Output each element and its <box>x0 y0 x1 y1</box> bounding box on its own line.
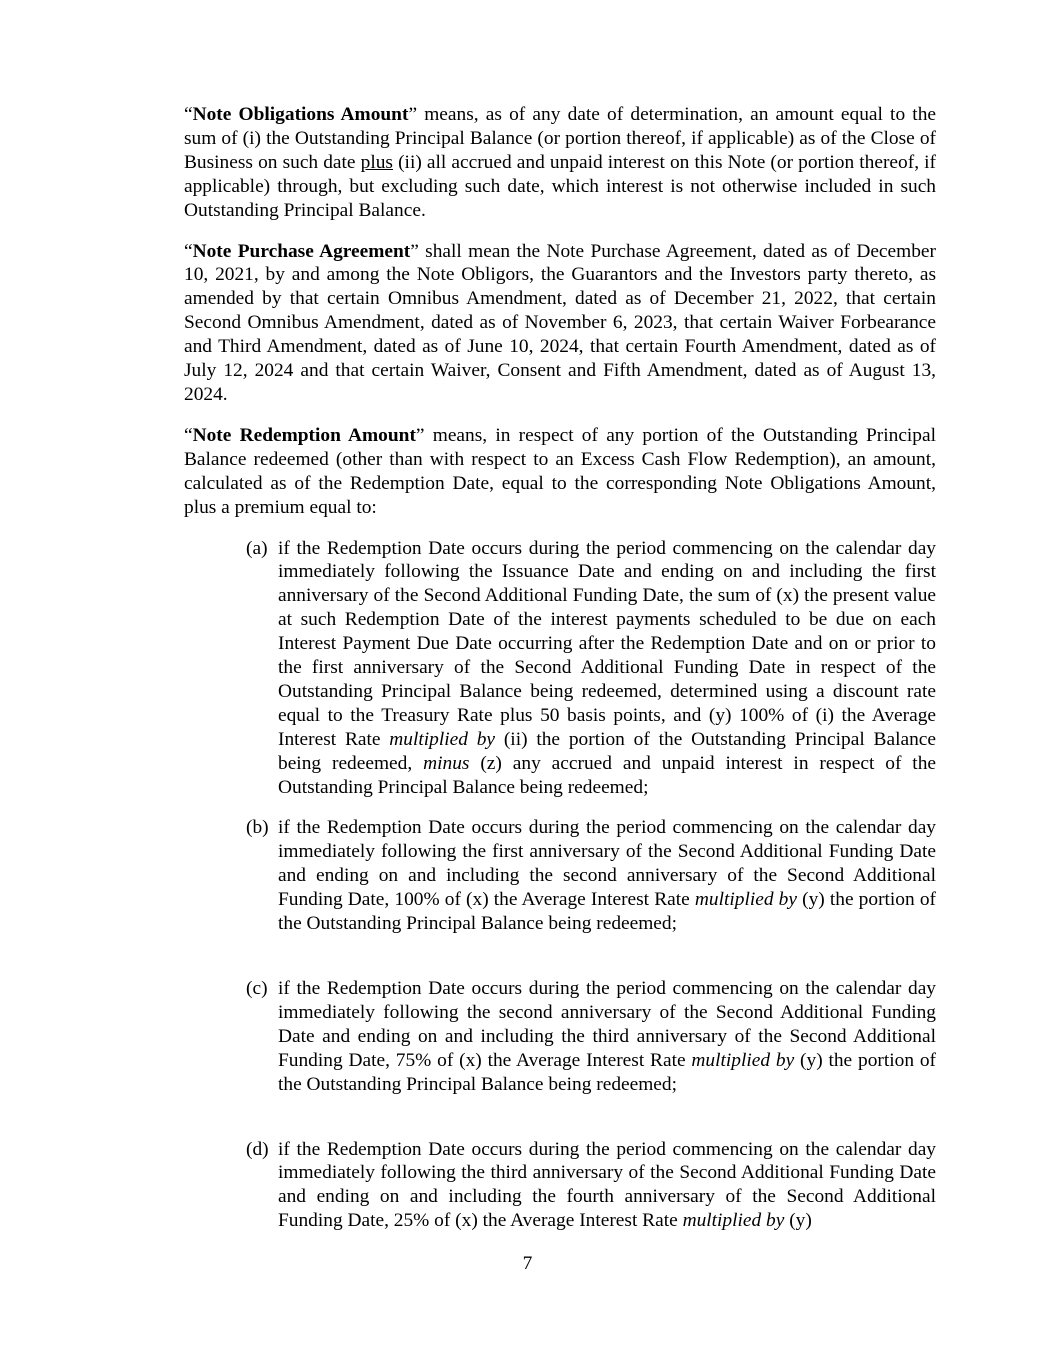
item-text: (y) the portion of the Outstanding Principal Balance being redeemed; <box>278 1049 936 1095</box>
item-body <box>278 816 936 936</box>
item-text: if the Redemption Date occurs during the period commencing on the calendar day immediately following the third anniversary of the Second Additional Funding Date and ending on and including the fourth anniversary of the Second Additional Funding Date, 25% of (x) the Average Interest Rate <box>278 1138 936 1232</box>
item-label: (d) <box>246 1138 269 1160</box>
underlined-plus: plus <box>360 151 393 173</box>
open-quote: “ <box>184 104 193 125</box>
item-text: (y) the portion of the Outstanding Principal Balance being redeemed; <box>278 889 936 935</box>
item-body <box>278 977 936 1097</box>
item-text: if the Redemption Date occurs during the period commencing on the calendar day immediately following the Issuance Date and ending on and including the first anniversary of the Second Additional Funding Date, the sum of (x) the present value at such Redemption Date of the interest payments scheduled to be due on each Interest Payment Due Date occurring after the Redemption Date and on or prior to the first anniversary of the Second Additional Funding Date in respect of the Outstanding Principal Balance being redeemed, determined using a discount rate equal to the Treasury Rate plus 50 basis points, and (y) 100% of (i) the Average Interest Rate <box>278 537 936 750</box>
definition-note-purchase-agreement <box>184 240 936 407</box>
document-page <box>184 103 936 1233</box>
definition-note-obligations-amount <box>184 103 936 223</box>
definition-text: ” shall mean the Note Purchase Agreement, dated as of December 10, 2021, by and among the Note Obligors, the Guarantors and the Investors party thereto, as amended by that certain Omnibus Amendment, dated as of December 21, 2022, that certain Second Omnibus Amendment, dated as of November 6, 2023, that certain Waiver Forbearance and Third Amendment, dated as of June 10, 2024, that certain Fourth Amendment, dated as of July 12, 2024 and that certain Waiver, Consent and Fifth Amendment, dated as of August 13, 2024. <box>184 240 936 405</box>
open-quote: “ <box>184 240 193 262</box>
definition-text: (ii) all accrued and unpaid interest on this Note (or portion thereof, if applicable) through, but excluding such date, which interest is not otherwise included in such Outstanding Principal Balance. <box>184 151 937 221</box>
italic-phrase: multiplied by <box>694 889 797 911</box>
item-label: (a) <box>246 537 268 559</box>
item-text: (y) <box>784 1210 812 1232</box>
defined-term: Note Purchase Agreement <box>192 240 411 262</box>
item-text: if the Redemption Date occurs during the period commencing on the calendar day immediately following the first anniversary of the Second Additional Funding Date and ending on and including the second anniversary of the Second Additional Funding Date, 100% of (x) the Average Interest Rate <box>278 817 936 911</box>
item-text: (z) any accrued and unpaid interest in respect of the Outstanding Principal Balance being redeemed; <box>278 752 936 798</box>
definition-text: ” means, in respect of any portion of the Outstanding Principal Balance redeemed (other than with respect to an Excess Cash Flow Redemption), an amount, calculated as of the Redemption Date, equal to the corresponding Note Obligations Amount, plus a premium equal to: <box>184 424 936 518</box>
item-label: (c) <box>246 978 268 999</box>
list-item-d <box>246 1138 936 1234</box>
item-body <box>278 537 936 800</box>
list-item-b <box>246 816 936 936</box>
item-label: (b) <box>246 817 269 839</box>
open-quote: “ <box>184 424 193 446</box>
item-text: (ii) the portion of the Outstanding Principal Balance being redeemed, <box>278 728 936 774</box>
italic-phrase: multiplied by <box>682 1210 785 1232</box>
italic-phrase: minus <box>423 752 470 774</box>
list-item-c <box>246 977 936 1097</box>
item-body <box>278 1138 936 1234</box>
page-number: 7 <box>522 1253 533 1274</box>
defined-term: Note Redemption Amount <box>192 424 416 446</box>
list-item-a <box>246 537 936 800</box>
item-text: if the Redemption Date occurs during the period commencing on the calendar day immediately following the second anniversary of the Second Additional Funding Date and ending on and including the third anniversary of the Second Additional Funding Date, 75% of (x) the Average Interest Rate <box>278 978 936 1071</box>
definition-note-redemption-amount <box>184 424 936 520</box>
definition-text: ” means, as of any date of determination, an amount equal to the sum of (i) the Outstanding Principal Balance (or portion thereof, if applicable) as of the Close of Business on such date <box>184 104 936 173</box>
italic-phrase: multiplied by <box>691 1049 795 1071</box>
italic-phrase: multiplied by <box>389 728 496 750</box>
defined-term: Note Obligations Amount <box>192 104 409 125</box>
